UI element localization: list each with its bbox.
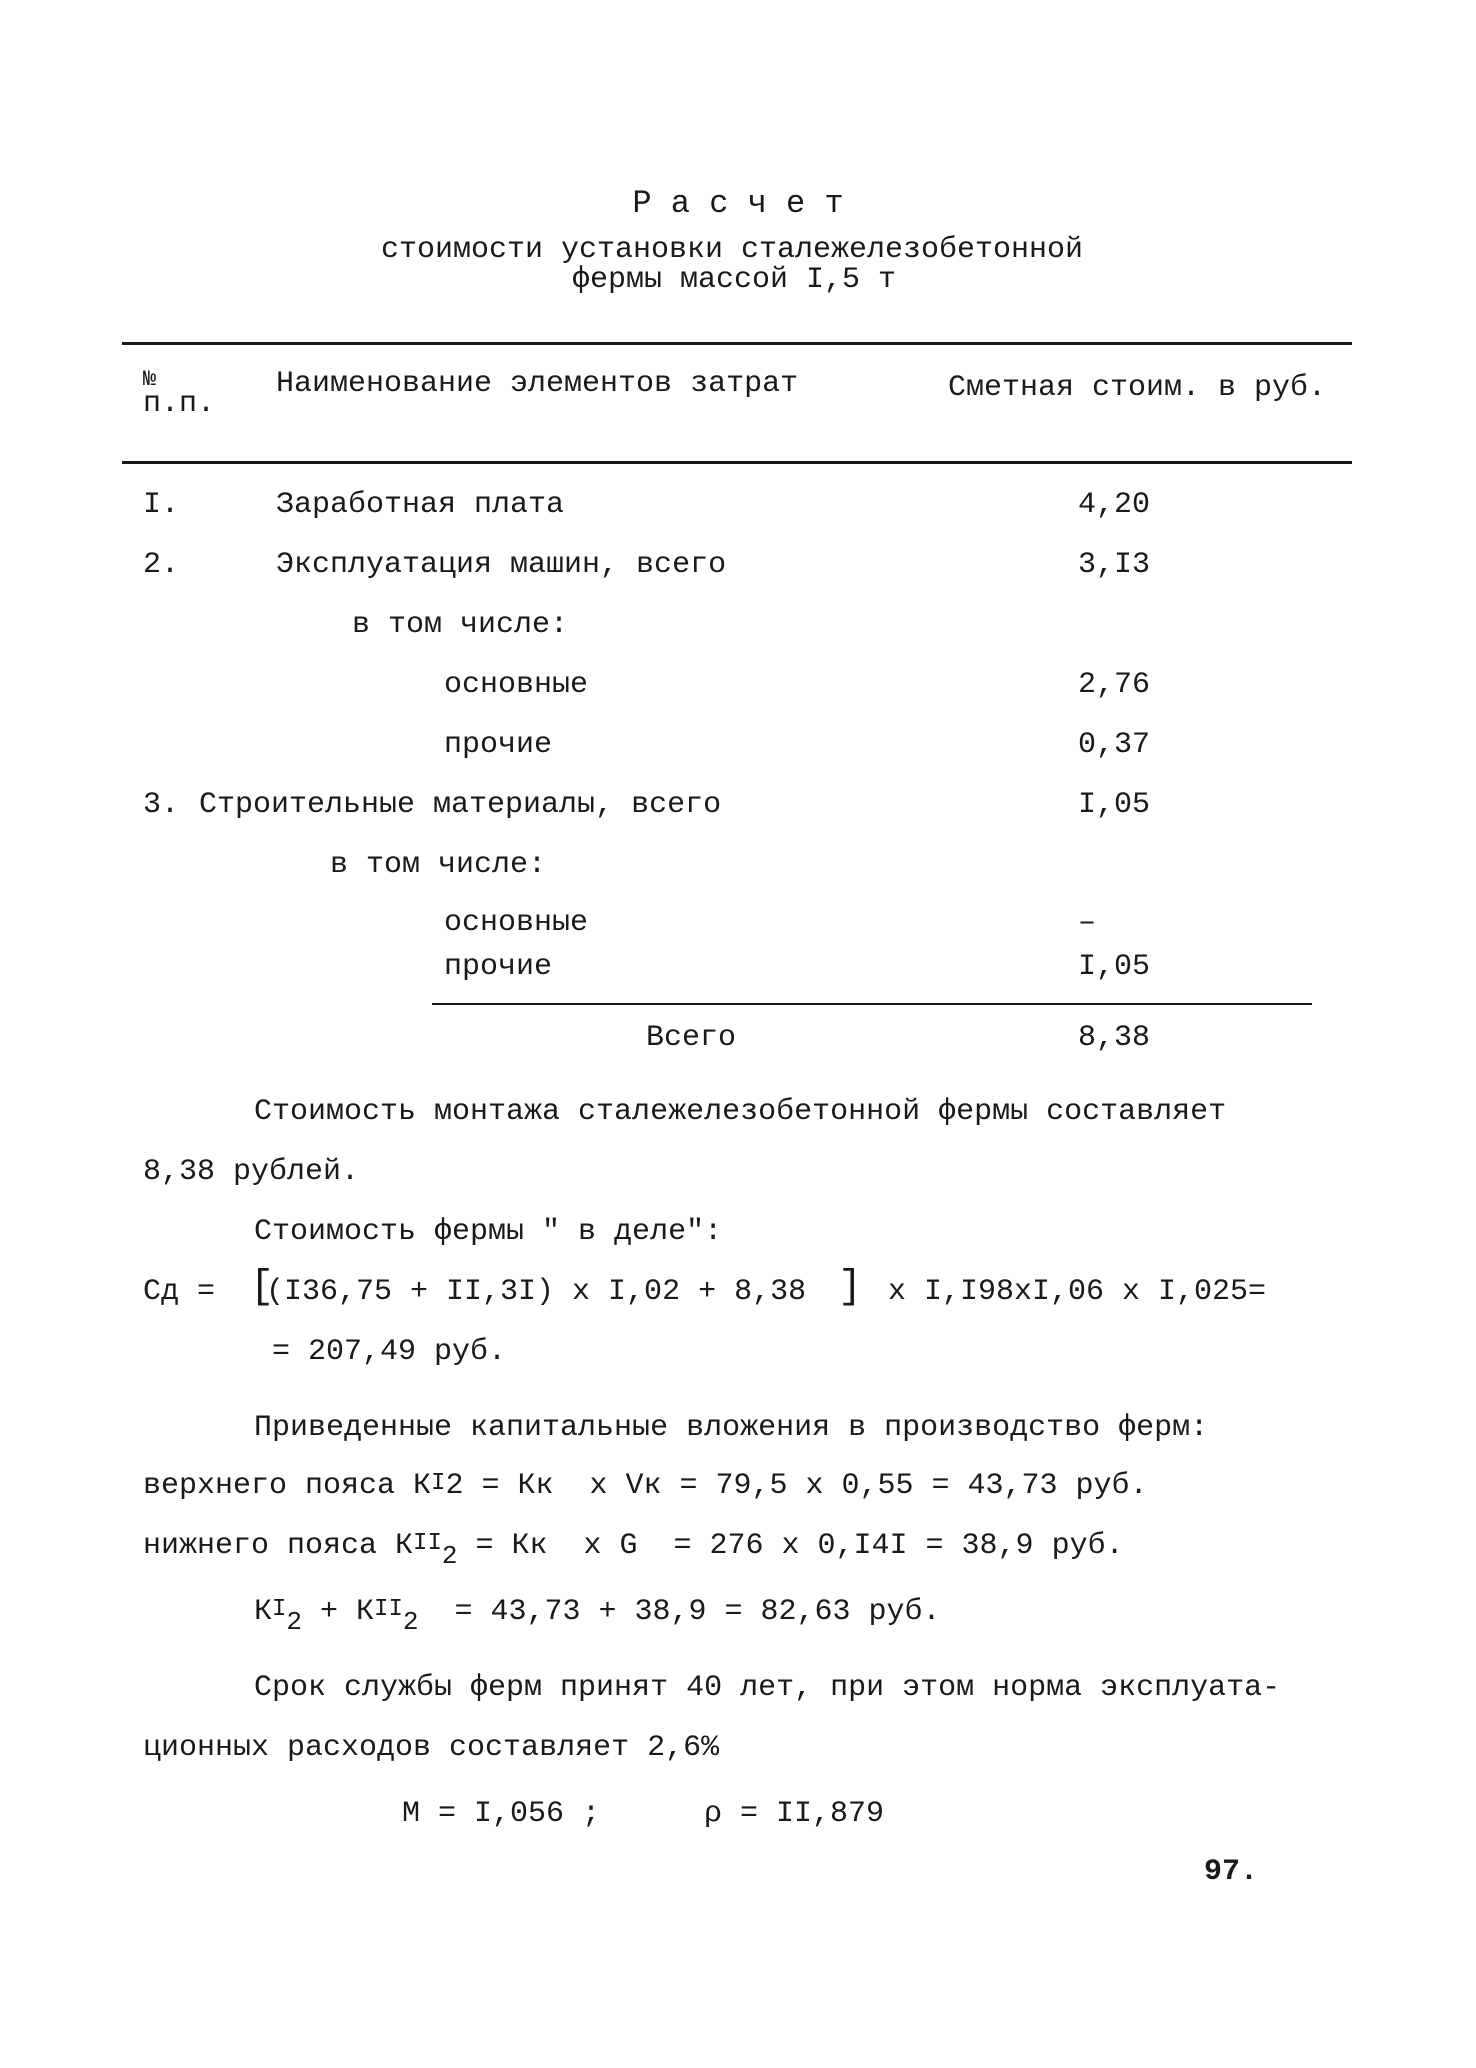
total-label: Всего (646, 1021, 737, 1055)
paragraph-service-line2: ционных расходов составляет 2,6% (143, 1731, 720, 1765)
paragraph-capital: Приведенные капитальные вложения в производство ферм: (254, 1411, 1209, 1445)
row-value: – (1078, 906, 1097, 940)
row-value: I,05 (1078, 788, 1151, 822)
row-name: основные (444, 906, 589, 940)
total-value: 8,38 (1078, 1021, 1151, 1055)
row-value: 2,76 (1078, 668, 1151, 702)
formula-lhs: Сд = (143, 1275, 216, 1309)
lower-chord-expression: = Кк x G = 276 x 0,I4I = 38,9 руб. (457, 1529, 1124, 1563)
col-number-header: п.п. (143, 387, 216, 421)
upper-chord-superscript: I (431, 1470, 446, 1497)
row-name: в том числе: (330, 848, 547, 882)
upper-chord-expression: 2 = Кк x Vк = 79,5 x 0,55 = 43,73 руб. (445, 1469, 1148, 1503)
sum-expression: = 43,73 + 38,9 = 82,63 руб. (418, 1595, 941, 1629)
row-number: I. (143, 488, 180, 522)
capital-sum-line (254, 1594, 941, 1637)
page-number: 97. (1204, 1855, 1259, 1889)
paragraph-service-line1: Срок службы ферм принят 40 лет, при этом норма эксплуата- (254, 1671, 1281, 1705)
mu-coefficient: M = I,056 ; (402, 1797, 601, 1831)
row-name: Заработная плата (276, 488, 565, 522)
doc-heading: Р а с ч е т (632, 185, 844, 222)
sum-k1-superscript: I (272, 1596, 287, 1623)
row-value: 0,37 (1078, 728, 1151, 762)
table-top-rule (122, 342, 1352, 345)
row-name: основные (444, 668, 589, 702)
doc-subtitle-line2: фермы массой I,5 т (571, 263, 897, 297)
formula-inner: (I36,75 + II,3I) x I,02 + 8,38 (266, 1275, 807, 1309)
sum-k2-superscript: II (374, 1596, 403, 1623)
doc-subtitle-line1: стоимости установки сталежелезобетонной (380, 233, 1084, 267)
col-name-header: Наименование элементов затрат (276, 367, 799, 401)
formula-bracket-close: ] (838, 1265, 863, 1310)
formula-tail: x I,I98xI,06 x I,025= (888, 1275, 1267, 1309)
col-number-symbol: № (143, 367, 157, 392)
sum-k1: К (254, 1595, 273, 1629)
row-value: 3,I3 (1078, 548, 1151, 582)
row-name: Эксплуатация машин, всего (276, 548, 727, 582)
row-number: 3. (143, 788, 180, 822)
table-header-rule (122, 461, 1352, 464)
row-name: прочие (444, 728, 553, 762)
rho-coefficient: ρ = II,879 (704, 1797, 885, 1831)
lower-chord-subscript: 2 (441, 1541, 458, 1571)
formula-bracket-open: [ (250, 1265, 275, 1310)
formula-result: = 207,49 руб. (272, 1335, 507, 1369)
sum-k2-subscript: 2 (402, 1607, 419, 1637)
lower-chord-line (143, 1528, 1124, 1571)
row-name: в том числе: (352, 608, 569, 642)
paragraph-cost-line1: Стоимость монтажа сталежелезобетонной фермы составляет (254, 1095, 1227, 1129)
row-number: 2. (143, 548, 180, 582)
sum-plus: + К (302, 1595, 375, 1629)
col-cost-header: Сметная стоим. в руб. (948, 371, 1327, 405)
row-name: Строительные материалы, всего (199, 788, 722, 822)
upper-chord-label: верхнего пояса К (143, 1469, 432, 1503)
lower-chord-superscript: II (413, 1530, 442, 1557)
paragraph-in-place: Стоимость фермы " в деле": (254, 1215, 723, 1249)
row-value: I,05 (1078, 950, 1151, 984)
sum-k1-subscript: 2 (286, 1607, 303, 1637)
row-value: 4,20 (1078, 488, 1151, 522)
total-rule (432, 1003, 1312, 1005)
row-name: прочие (444, 950, 553, 984)
upper-chord-line (143, 1468, 1148, 1506)
paragraph-cost-line2: 8,38 рублей. (143, 1155, 360, 1189)
lower-chord-label: нижнего пояса К (143, 1529, 414, 1563)
